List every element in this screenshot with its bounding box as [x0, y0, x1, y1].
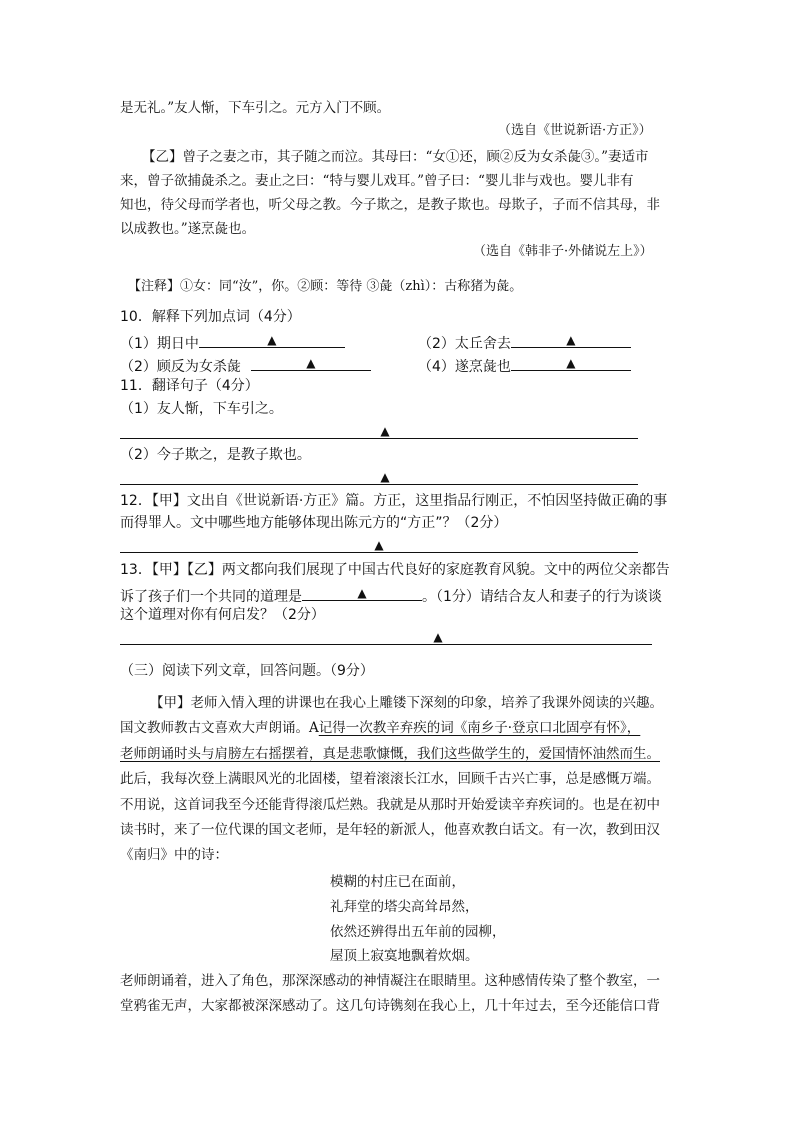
passage-yi-line-3: 知也，待父母而学者也，听父母之教。今子欺之，是教子欺也。母欺子，子而不信其母，非	[120, 197, 660, 213]
q13-line-2-suffix: 。（1分）请结合友人和妻子的行为谈谈	[422, 589, 662, 605]
passage-yi-line-2: 来，曾子欲捕彘杀之。妻止之曰：“特与婴儿戏耳。”曾子曰：“婴儿非与戏也。婴儿非有	[120, 173, 634, 189]
q10-item-1-label: （1）期日中	[120, 336, 199, 352]
triangle-marker-icon: ▲	[267, 333, 277, 347]
triangle-marker-icon: ▲	[566, 333, 576, 347]
triangle-marker-icon: ▲	[566, 356, 576, 370]
article-line-7: 《南归》中的诗：	[120, 847, 228, 863]
article-line-6: 读书时，来了一位代课的国文老师，是年轻的新派人，他喜欢教白话文。有一次，教到田汉	[120, 822, 660, 838]
triangle-marker-icon: ▲	[357, 586, 367, 600]
q10-item-4	[418, 356, 631, 374]
article-line-2-prefix: 国文教师教古文喜欢大声朗诵。A	[120, 720, 319, 736]
q11-answer-line-1[interactable]	[120, 424, 638, 439]
q10-item-2-label: （2）太丘舍去	[418, 336, 511, 352]
passage-yi-line-1: 【乙】曾子之妻之市，其子随之而泣。其母曰：“女①还，顾②反为女杀彘③。”妻适市	[142, 149, 649, 165]
triangle-marker-icon: ▲	[380, 424, 390, 438]
article-end-line-1: 老师朗诵着，进入了角色，那深深感动的神情凝注在眼睛里。这种感情传染了整个教室，一	[120, 973, 660, 989]
passage-yi-line-4: 以成教也。”遂烹彘也。	[120, 221, 256, 237]
poem-line-3: 依然还辨得出五年前的园柳，	[330, 924, 506, 940]
q11-sentence-2: （2）今子欺之，是教子欺也。	[120, 447, 311, 463]
article-end-line-2: 堂鸦雀无声，大家都被深深感动了。这几句诗镌刻在我心上，几十年过去，至今还能信口背	[120, 998, 660, 1014]
q13-line-2	[120, 586, 662, 604]
q10-item-4-answer-blank[interactable]	[511, 356, 631, 371]
annotation-notes: 【注释】①女：同“汝”，你。②顾：等待 ③彘（zhì）：古称猪为彘。	[128, 279, 523, 294]
passage-jia-end: 是无礼。”友人惭，下车引之。元方入门不顾。	[120, 100, 391, 116]
q13-answer-line[interactable]	[120, 630, 652, 645]
source-jia: （选自《世说新语·方正》）	[498, 123, 652, 138]
underlined-sentence-a-part-2: 老师朗诵时头与肩膀左右摇摆着，真是悲歌慷慨，我们这些做学生的，爱国情怀油然而生。	[120, 746, 660, 762]
q11-title: 11．翻译句子（4分）	[120, 378, 259, 394]
article-line-5: 不用说，这首词我至今还能背得滚瓜烂熟。我就是从那时开始爱读辛弃疾词的。也是在初中	[120, 797, 660, 813]
q10-item-2	[418, 333, 631, 351]
q13-line-3: 这个道理对你有何启发？（2分）	[120, 607, 325, 623]
q10-item-3	[120, 356, 371, 374]
q10-item-2-answer-blank[interactable]	[511, 333, 631, 348]
q10-item-3-answer-blank[interactable]	[251, 356, 371, 371]
q10-item-1-answer-blank[interactable]	[199, 333, 345, 348]
q13-line-2-prefix: 诉了孩子们一个共同的道理是	[120, 589, 302, 605]
q10-item-1	[120, 333, 345, 351]
poem-line-4: 屋顶上寂寞地飘着炊烟。	[330, 948, 479, 964]
q12-line-1: 12．【甲】文出自《世说新语·方正》篇。方正，这里指品行刚正，不怕因坚持做正确的事	[120, 493, 668, 509]
q13-common-principle-blank[interactable]	[302, 586, 422, 601]
underlined-sentence-a-part-1: 记得一次教辛弃疾的词《南乡子·登京口北固亭有怀》，	[318, 720, 641, 736]
section-3-heading: （三）阅读下列文章，回答问题。（9分）	[120, 663, 374, 679]
q10-item-4-label: （4）遂烹彘也	[418, 359, 511, 375]
triangle-marker-icon: ▲	[380, 470, 390, 484]
article-line-4: 此后，我每次登上满眼风光的北固楼，望着滚滚长江水，回顾千古兴亡事，总是感慨万端。	[120, 771, 660, 787]
poem-line-1: 模糊的村庄已在面前，	[330, 874, 465, 890]
q11-answer-line-2[interactable]	[120, 470, 638, 485]
q10-item-3-label: （2）顾反为女杀彘	[120, 359, 241, 375]
article-line-1: 【甲】老师入情入理的讲课也在我心上雕镂下深刻的印象，培养了我课外阅读的兴趣。	[150, 695, 663, 711]
poem-line-2: 礼拜堂的塔尖高耸昂然，	[330, 899, 479, 915]
article-line-2	[120, 722, 640, 736]
q13-line-1: 13．【甲】【乙】两文都向我们展现了中国古代良好的家庭教育风貌。文中的两位父亲都告	[120, 562, 670, 578]
source-yi: （选自《韩非子·外储说左上》）	[473, 244, 653, 259]
q12-line-2: 而得罪人。文中哪些地方能够体现出陈元方的“方正”？（2分）	[120, 515, 508, 531]
q10-title: 10．解释下列加点词（4分）	[120, 309, 301, 325]
triangle-marker-icon: ▲	[433, 630, 443, 644]
q11-sentence-1: （1）友人惭，下车引之。	[120, 401, 283, 417]
q12-answer-line[interactable]	[120, 538, 638, 553]
triangle-marker-icon: ▲	[306, 356, 316, 370]
triangle-marker-icon: ▲	[374, 538, 384, 552]
